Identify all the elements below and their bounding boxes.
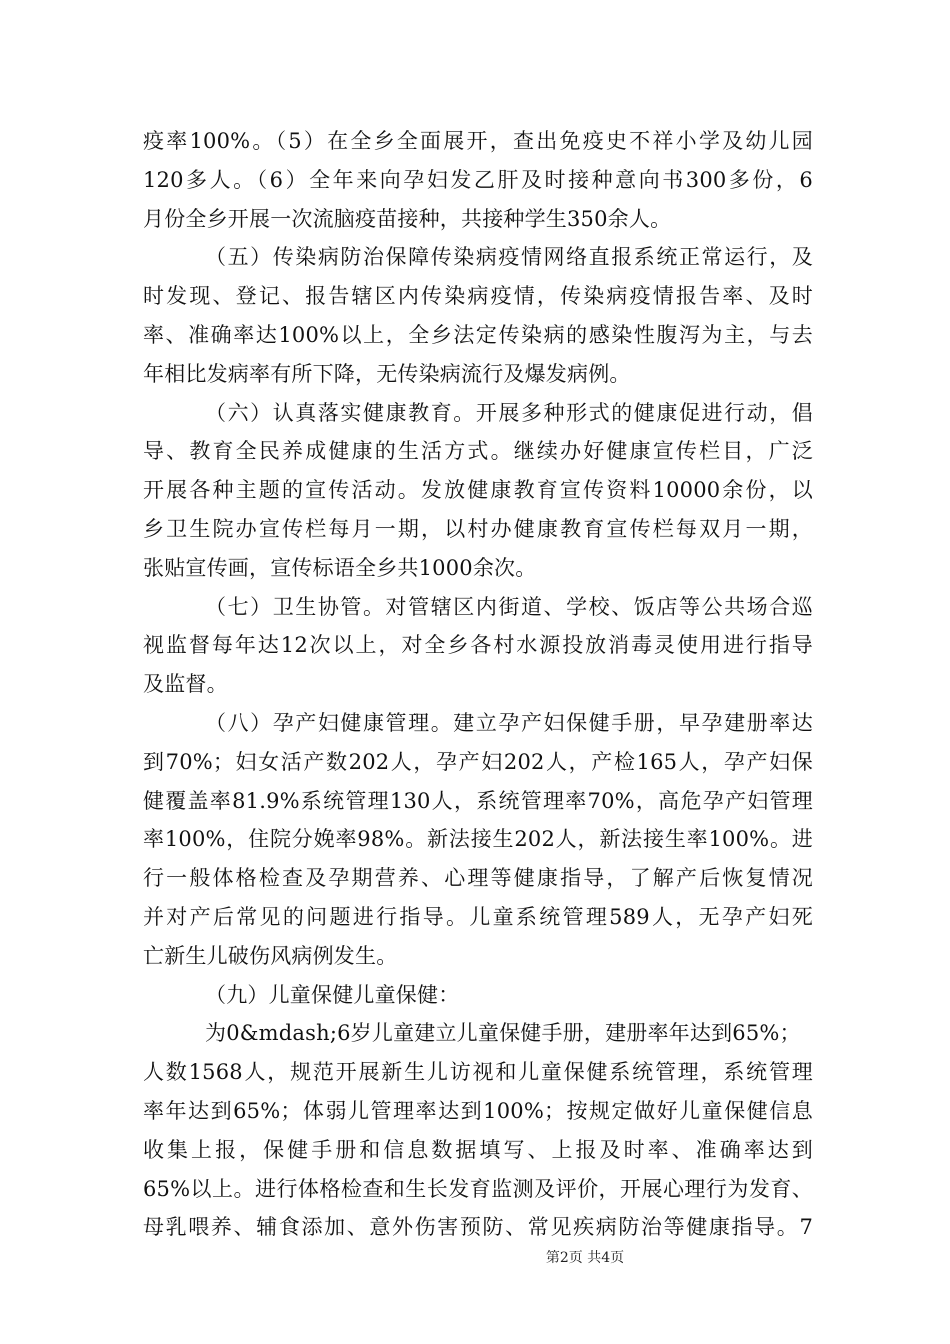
text-line: （七）卫生协管。对管辖区内街道、学校、饭店等公共场合巡 xyxy=(205,594,813,619)
text-line: 为0&mdash;6岁儿童建立儿童保健手册，建册率年达到65%； xyxy=(205,1021,801,1046)
text-line: 健覆盖率81.9%系统管理130人，系统管理率70%，高危孕产妇管理 xyxy=(143,788,813,813)
text-line: 时发现、登记、报告辖区内传染病疫情，传染病疫情报告率、及时 xyxy=(143,284,813,309)
text-line: 月份全乡开展一次流脑疫苗接种，共接种学生350余人。 xyxy=(143,206,672,231)
text-line: 收集上报，保健手册和信息数据填写、上报及时率、准确率达到 xyxy=(143,1137,813,1162)
document-body xyxy=(143,122,813,1247)
text-line: 视监督每年达12次以上，对全乡各村水源投放消毒灵使用进行指导 xyxy=(143,633,813,658)
page-number: 第2页 共4页 xyxy=(545,1250,625,1266)
text-line: 到70%；妇女活产数202人，孕产妇202人，产检165人，孕产妇保 xyxy=(143,749,813,774)
text-line: 65%以上。进行体格检查和生长发育监测及评价，开展心理行为发育、 xyxy=(143,1176,813,1201)
text-line: （五）传染病防治保障传染病疫情网络直报系统正常运行，及 xyxy=(205,245,813,270)
text-line: 导、教育全民养成健康的生活方式。继续办好健康宣传栏目，广泛 xyxy=(143,439,813,464)
text-line: 率、准确率达100%以上，全乡法定传染病的感染性腹泻为主，与去 xyxy=(143,322,813,347)
text-line: 率100%，住院分娩率98%。新法接生202人，新法接生率100%。进 xyxy=(143,827,813,852)
text-line: 母乳喂养、辅食添加、意外伤害预防、常见疾病防治等健康指导。7 xyxy=(143,1215,813,1240)
text-line: 开展各种主题的宣传活动。发放健康教育宣传资料10000余份，以 xyxy=(143,478,813,503)
text-line: （六）认真落实健康教育。开展多种形式的健康促进行动，倡 xyxy=(205,400,813,425)
text-line: 疫率100%。（5）在全乡全面展开，查出免疫史不祥小学及幼儿园 xyxy=(143,129,813,153)
text-line: 年相比发病率有所下降，无传染病流行及爆发病例。 xyxy=(143,361,631,386)
text-line: 120多人。（6）全年来向孕妇发乙肝及时接种意向书300多份，6 xyxy=(143,167,813,192)
text-line: 乡卫生院办宣传栏每月一期，以村办健康教育宣传栏每双月一期， xyxy=(143,516,813,541)
page-footer xyxy=(0,1247,950,1267)
text-line: （九）儿童保健儿童保健： xyxy=(205,982,460,1007)
text-line: （八）孕产妇健康管理。建立孕产妇保健手册，早孕建册率达 xyxy=(205,710,813,735)
text-line: 并对产后常见的问题进行指导。儿童系统管理589人，无孕产妇死 xyxy=(143,904,813,929)
text-line: 张贴宣传画，宣传标语全乡共1000余次。 xyxy=(143,555,537,580)
text-line: 亡新生儿破伤风病例发生。 xyxy=(143,943,398,968)
text-line: 人数1568人，规范开展新生儿访视和儿童保健系统管理，系统管理 xyxy=(143,1060,813,1085)
text-line: 及监督。 xyxy=(143,672,228,697)
text-line: 率年达到65%；体弱儿管理率达到100%；按规定做好儿童保健信息 xyxy=(143,1098,813,1123)
text-line: 行一般体格检查及孕期营养、心理等健康指导，了解产后恢复情况 xyxy=(143,866,813,891)
